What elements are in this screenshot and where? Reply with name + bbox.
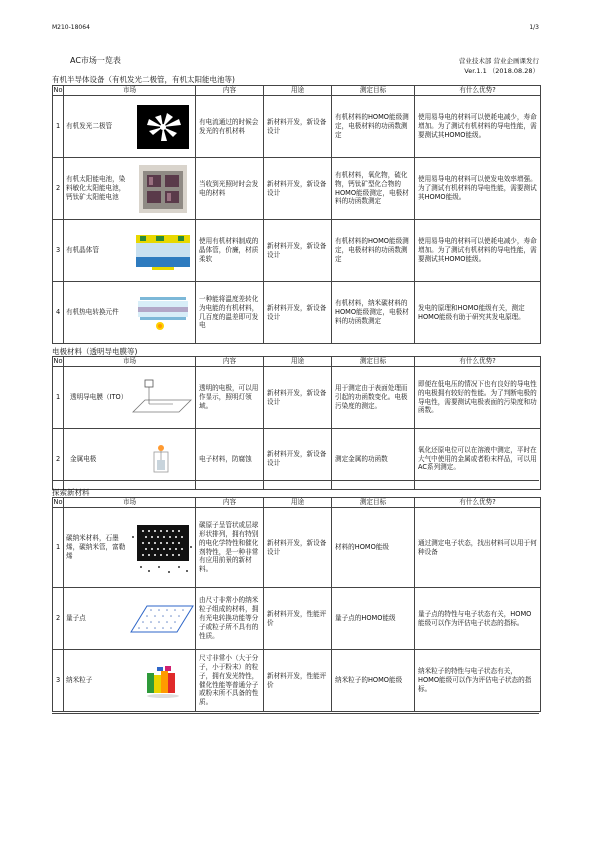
row-use: 新材料开发，性能评价 — [264, 650, 332, 712]
row-advantage: 发电的原理和HOMO能级有关，测定HOMO能级有助于研究其发电原理。 — [415, 282, 541, 344]
row-content: 由尺寸非常小的纳米粒子组成的材料，拥有光电转换功能等分子或粒子所不具有的性质。 — [196, 588, 264, 650]
row-no: 4 — [53, 282, 64, 344]
col-target: 测定目标 — [332, 86, 415, 96]
col-content: 内容 — [196, 498, 264, 508]
row-use: 新材料开发，新设备设计 — [264, 429, 332, 490]
row-market: 纳米粒子 — [66, 676, 93, 685]
row-advantage: 量子点的特性与电子状态有关，HOMO能级可以作为评估电子状态的指标。 — [415, 588, 541, 650]
row-use: 新材料开发，新设备设计 — [264, 282, 332, 344]
carbon-nano-image — [129, 517, 195, 579]
row-content: 透明的电极，可以用作显示，照明灯领域。 — [196, 367, 264, 429]
row-use: 新材料开发，性能评价 — [264, 588, 332, 650]
row-advantage: 使用易导电的材料可以使耗电减少，寿命增加。为了测试有机材料的导电性能，需要测试其HOMO能级。 — [415, 96, 541, 158]
version-line — [464, 66, 539, 75]
section-divider — [52, 480, 539, 481]
col-use: 用途 — [264, 498, 332, 508]
row-market: 有机太阳能电池，染料敏化太阳能电池，钙钛矿太阳能电池 — [66, 175, 126, 201]
row-use: 新材料开发，新设备设计 — [264, 158, 332, 220]
date: （2018.08.28） — [488, 67, 539, 75]
col-no: No — [53, 357, 63, 366]
row-advantage: 使用易导电的材料可以使耗电减少，寿命增加。为了测试有机材料的导电性能，需要测试其HOMO能级。 — [415, 220, 541, 282]
row-market: 有机发光二极管 — [66, 122, 113, 131]
table-row — [53, 220, 541, 282]
row-target: 量子点的HOMO能级 — [332, 588, 415, 650]
col-advantage: 有什么优势? — [415, 357, 541, 367]
row-target: 测定金属的功函数 — [332, 429, 415, 490]
row-use: 新材料开发，新设备设计 — [264, 96, 332, 158]
row-no: 2 — [53, 158, 64, 220]
col-use: 用途 — [264, 86, 332, 96]
row-market: 有机热电转换元件 — [66, 308, 119, 317]
table-row — [53, 650, 541, 712]
col-use: 用途 — [264, 357, 332, 367]
table-header-row — [53, 357, 541, 367]
col-market: 市场 — [64, 357, 196, 367]
solar-cell-photo — [130, 165, 195, 213]
section-title: 探索新材料 — [52, 488, 90, 497]
row-no: 2 — [53, 588, 64, 650]
row-use: 新材料开发，新设备设计 — [264, 508, 332, 588]
table-new-materials — [52, 497, 541, 712]
table-row — [53, 367, 541, 429]
row-advantage: 即便在低电压的情况下也有良好的导电性的电极拥有较好的性能。为了判断电极的导电性，需要测试电极表面的污染度和功函数。 — [415, 367, 541, 429]
row-market: 碳纳米材料，石墨烯，碳纳米管，富勒烯 — [66, 534, 126, 560]
table-row — [53, 96, 541, 158]
row-target: 有机材料，氧化物，硫化物，钙钛矿型化合物的HOMO能级测定，电极材料的功函数测定 — [332, 158, 415, 220]
row-no: 3 — [53, 650, 64, 712]
row-no: 1 — [53, 508, 64, 588]
ito-film-diagram-image — [126, 376, 195, 420]
section-title: 电极材料（透明导电膜等) — [52, 347, 138, 356]
table-organic-devices — [52, 85, 541, 344]
row-advantage: 通过测定电子状态，找出材料可以用于何种设备 — [415, 508, 541, 588]
col-no: No — [53, 86, 63, 95]
table-electrode-materials — [52, 356, 541, 490]
row-content: 一种能将温度差转化为电能的有机材料，几百度的温差即可发电 — [196, 282, 264, 344]
section-divider — [52, 713, 539, 714]
row-content: 电子材料，防腐蚀 — [196, 429, 264, 490]
section-title: 有机半导体设备（有机发光二极管，有机太阳能电池等) — [52, 75, 235, 84]
row-market: 量子点 — [66, 614, 86, 623]
col-target: 测定目标 — [332, 357, 415, 367]
row-target: 用于测定由于表面处理而引起的功函数变化。电极污染度的测定。 — [332, 367, 415, 429]
page-number: 1/3 — [529, 24, 539, 31]
row-content: 尺寸非常小（大于分子，小于粉末）的粒子，拥有发光特性，催化性能等普通分子或粉末所不具备的性质。 — [196, 650, 264, 712]
row-target: 材料的HOMO能级 — [332, 508, 415, 588]
table-row — [53, 158, 541, 220]
row-advantage: 使用易导电的材料可以使发电效率增强。为了测试有机材料的导电性能，需要测试其HOMO能级。 — [415, 158, 541, 220]
version: Ver.1.1 — [464, 67, 487, 75]
col-content: 内容 — [196, 86, 264, 96]
row-market: 有机晶体管 — [66, 246, 99, 255]
transistor-diagram-image — [130, 231, 195, 271]
row-no: 1 — [53, 367, 64, 429]
page-title: AC市场一览表 — [70, 56, 121, 65]
row-no: 1 — [53, 96, 64, 158]
quantum-dot-image — [129, 602, 195, 636]
thermoelectric-diagram-image — [130, 293, 195, 333]
table-header-row — [53, 498, 541, 508]
table-header-row — [53, 86, 541, 96]
table-row — [53, 588, 541, 650]
metal-electrode-image — [126, 442, 195, 476]
row-market: 透明导电膜（ITO） — [70, 393, 128, 402]
table-row — [53, 282, 541, 344]
row-target: 有机材料，纳米碳材料的HOMO能级测定，电极材料的功函数测定 — [332, 282, 415, 344]
row-no: 2 — [53, 429, 64, 490]
col-advantage: 有什么优势? — [415, 86, 541, 96]
col-advantage: 有什么优势? — [415, 498, 541, 508]
col-no: No — [53, 498, 63, 507]
row-content: 使用有机材料制成的晶体管，价廉，材质柔软 — [196, 220, 264, 282]
row-target: 有机材料的HOMO能级测定，电极材料的功函数测定 — [332, 220, 415, 282]
table-row — [53, 508, 541, 588]
nanoparticle-photo — [130, 663, 195, 699]
row-advantage: 氧化还原电位可以在溶液中测定，平时在大气中使用的金属或者粉末样品，可以用AC系列测定。 — [415, 429, 541, 490]
row-target: 有机材料的HOMO能级测定，电极材料的功函数测定 — [332, 96, 415, 158]
row-no: 3 — [53, 220, 64, 282]
row-market: 金属电极 — [70, 454, 97, 463]
row-content: 当收到光照时时会发电的材料 — [196, 158, 264, 220]
row-content: 碳原子呈管状或层球形状排列，拥有特别的电化学特性和催化剂特性，是一种非常有应用前景的新材料。 — [196, 508, 264, 588]
col-market: 市场 — [64, 86, 196, 96]
row-content: 有电流通过的时候会发光的有机材料 — [196, 96, 264, 158]
row-use: 新材料开发，新设备设计 — [264, 367, 332, 429]
oled-diagram-image — [130, 105, 195, 149]
department: 营业技术部 营业企画课发行 — [458, 57, 539, 65]
row-advantage: 纳米粒子的特性与电子状态有关，HOMO能级可以作为评估电子状态的指标。 — [415, 650, 541, 712]
doc-id: M210-18064 — [52, 24, 90, 31]
col-target: 测定目标 — [332, 498, 415, 508]
col-market: 市场 — [64, 498, 196, 508]
col-content: 内容 — [196, 357, 264, 367]
row-target: 纳米粒子的HOMO能级 — [332, 650, 415, 712]
row-use: 新材料开发，新设备设计 — [264, 220, 332, 282]
